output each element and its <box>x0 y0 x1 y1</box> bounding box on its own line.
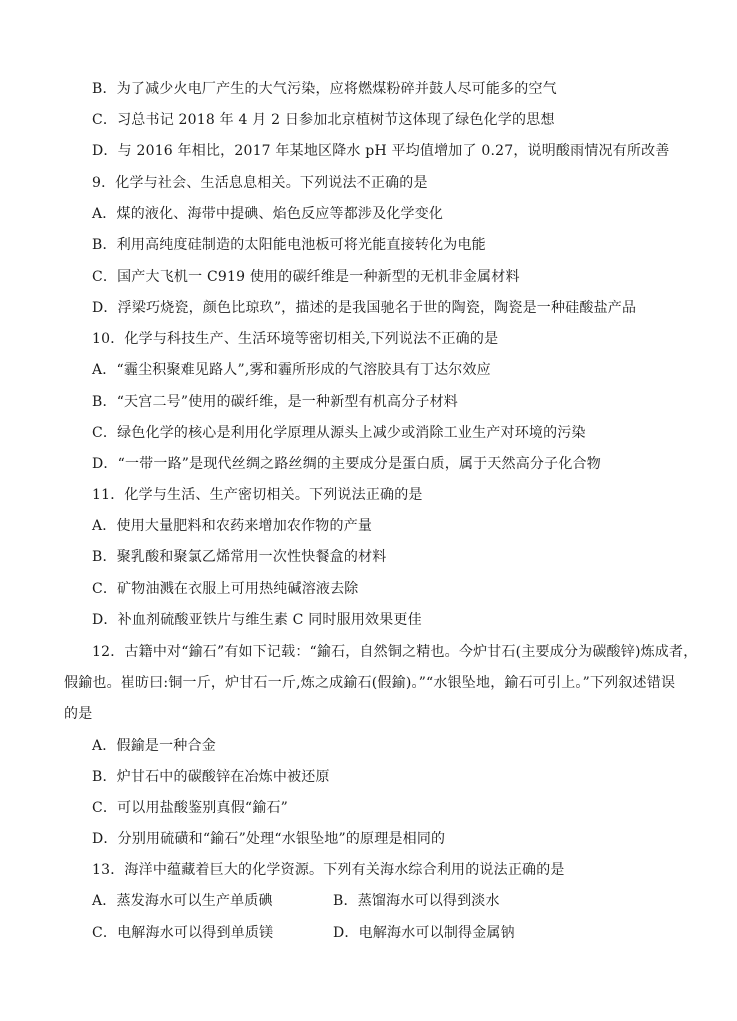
option-10a: A．“霾尘积聚难见路人”,雾和霾所形成的气溶胶具有丁达尔效应 <box>92 362 491 378</box>
option-11d: D．补血剂硫酸亚铁片与维生素 C 同时服用效果更佳 <box>92 612 422 628</box>
option-11c: C．矿物油溅在衣服上可用热纯碱溶液去除 <box>92 581 359 597</box>
option-8c: C．习总书记 2018 年 4 月 2 日参加北京植树节这体现了绿色化学的思想 <box>92 112 555 128</box>
option-9a: A．煤的液化、海带中提碘、焰色反应等都涉及化学变化 <box>92 206 444 222</box>
question-11: 11．化学与生活、生产密切相关。下列说法正确的是 <box>92 487 423 503</box>
option-10b: B．“天宫二号”使用的碳纤维，是一种新型有机高分子材料 <box>92 394 459 410</box>
option-10d: D．“一带一路”是现代丝绸之路丝绸的主要成分是蛋白质，属于天然高分子化合物 <box>92 456 601 472</box>
option-9c: C．国产大飞机一 C919 使用的碳纤维是一种新型的无机非金属材料 <box>92 269 520 285</box>
option-12b: B．炉甘石中的碳酸锌在冶炼中被还原 <box>92 769 330 785</box>
question-12-line3: 的是 <box>64 706 93 722</box>
option-9b: B．利用高纯度硅制造的太阳能电池板可将光能直接转化为电能 <box>92 237 486 253</box>
option-12d: D．分别用硫磺和“鍮石”处理“水银坠地”的原理是相同的 <box>92 831 446 847</box>
option-12a: A．假鍮是一种合金 <box>92 738 216 754</box>
option-11a: A．使用大量肥料和农药来增加农作物的产量 <box>92 518 373 534</box>
option-8d: D．与 2016 年相比，2017 年某地区降水 pH 平均值增加了 0.27，说明酸雨情况有所改善 <box>92 143 670 159</box>
option-13c: C．电解海水可以得到单质镁 <box>92 925 274 941</box>
option-11b: B．聚乳酸和聚氯乙烯常用一次性快餐盒的材料 <box>92 549 387 565</box>
option-13d: D．电解海水可以制得金属钠 <box>333 925 515 941</box>
option-9d: D．浮梁巧烧瓷，颜色比琼玖”，描述的是我国驰名于世的陶瓷，陶瓷是一种硅酸盐产品 <box>92 300 637 316</box>
question-10: 10．化学与科技生产、生活环境等密切相关,下列说法不正确的是 <box>92 331 499 347</box>
option-12c: C．可以用盐酸鉴别真假“鍮石” <box>92 800 289 816</box>
option-8b: B．为了减少火电厂产生的大气污染，应将燃煤粉碎并鼓人尽可能多的空气 <box>92 81 557 97</box>
question-12-line1: 12．古籍中对“鍮石”有如下记载：“鍮石，自然铜之精也。今炉甘石(主要成分为碳酸锌)炼成者， <box>92 644 698 660</box>
option-10c: C．绿色化学的核心是利用化学原理从源头上减少或消除工业生产对环境的污染 <box>92 425 586 441</box>
question-13: 13．海洋中蕴藏着巨大的化学资源。下列有关海水综合利用的说法正确的是 <box>92 862 565 878</box>
option-13b: B．蒸馏海水可以得到淡水 <box>333 893 500 909</box>
option-13a: A．蒸发海水可以生产单质碘 <box>92 893 273 909</box>
question-12-line2: 假鍮也。崔昉曰:铜一斤，炉甘石一斤,炼之成鍮石(假鍮)。”“水银坠地，鍮石可引上。”下列叙述错误 <box>64 675 676 691</box>
question-9: 9．化学与社会、生活息息相关。下列说法不正确的是 <box>92 175 428 191</box>
